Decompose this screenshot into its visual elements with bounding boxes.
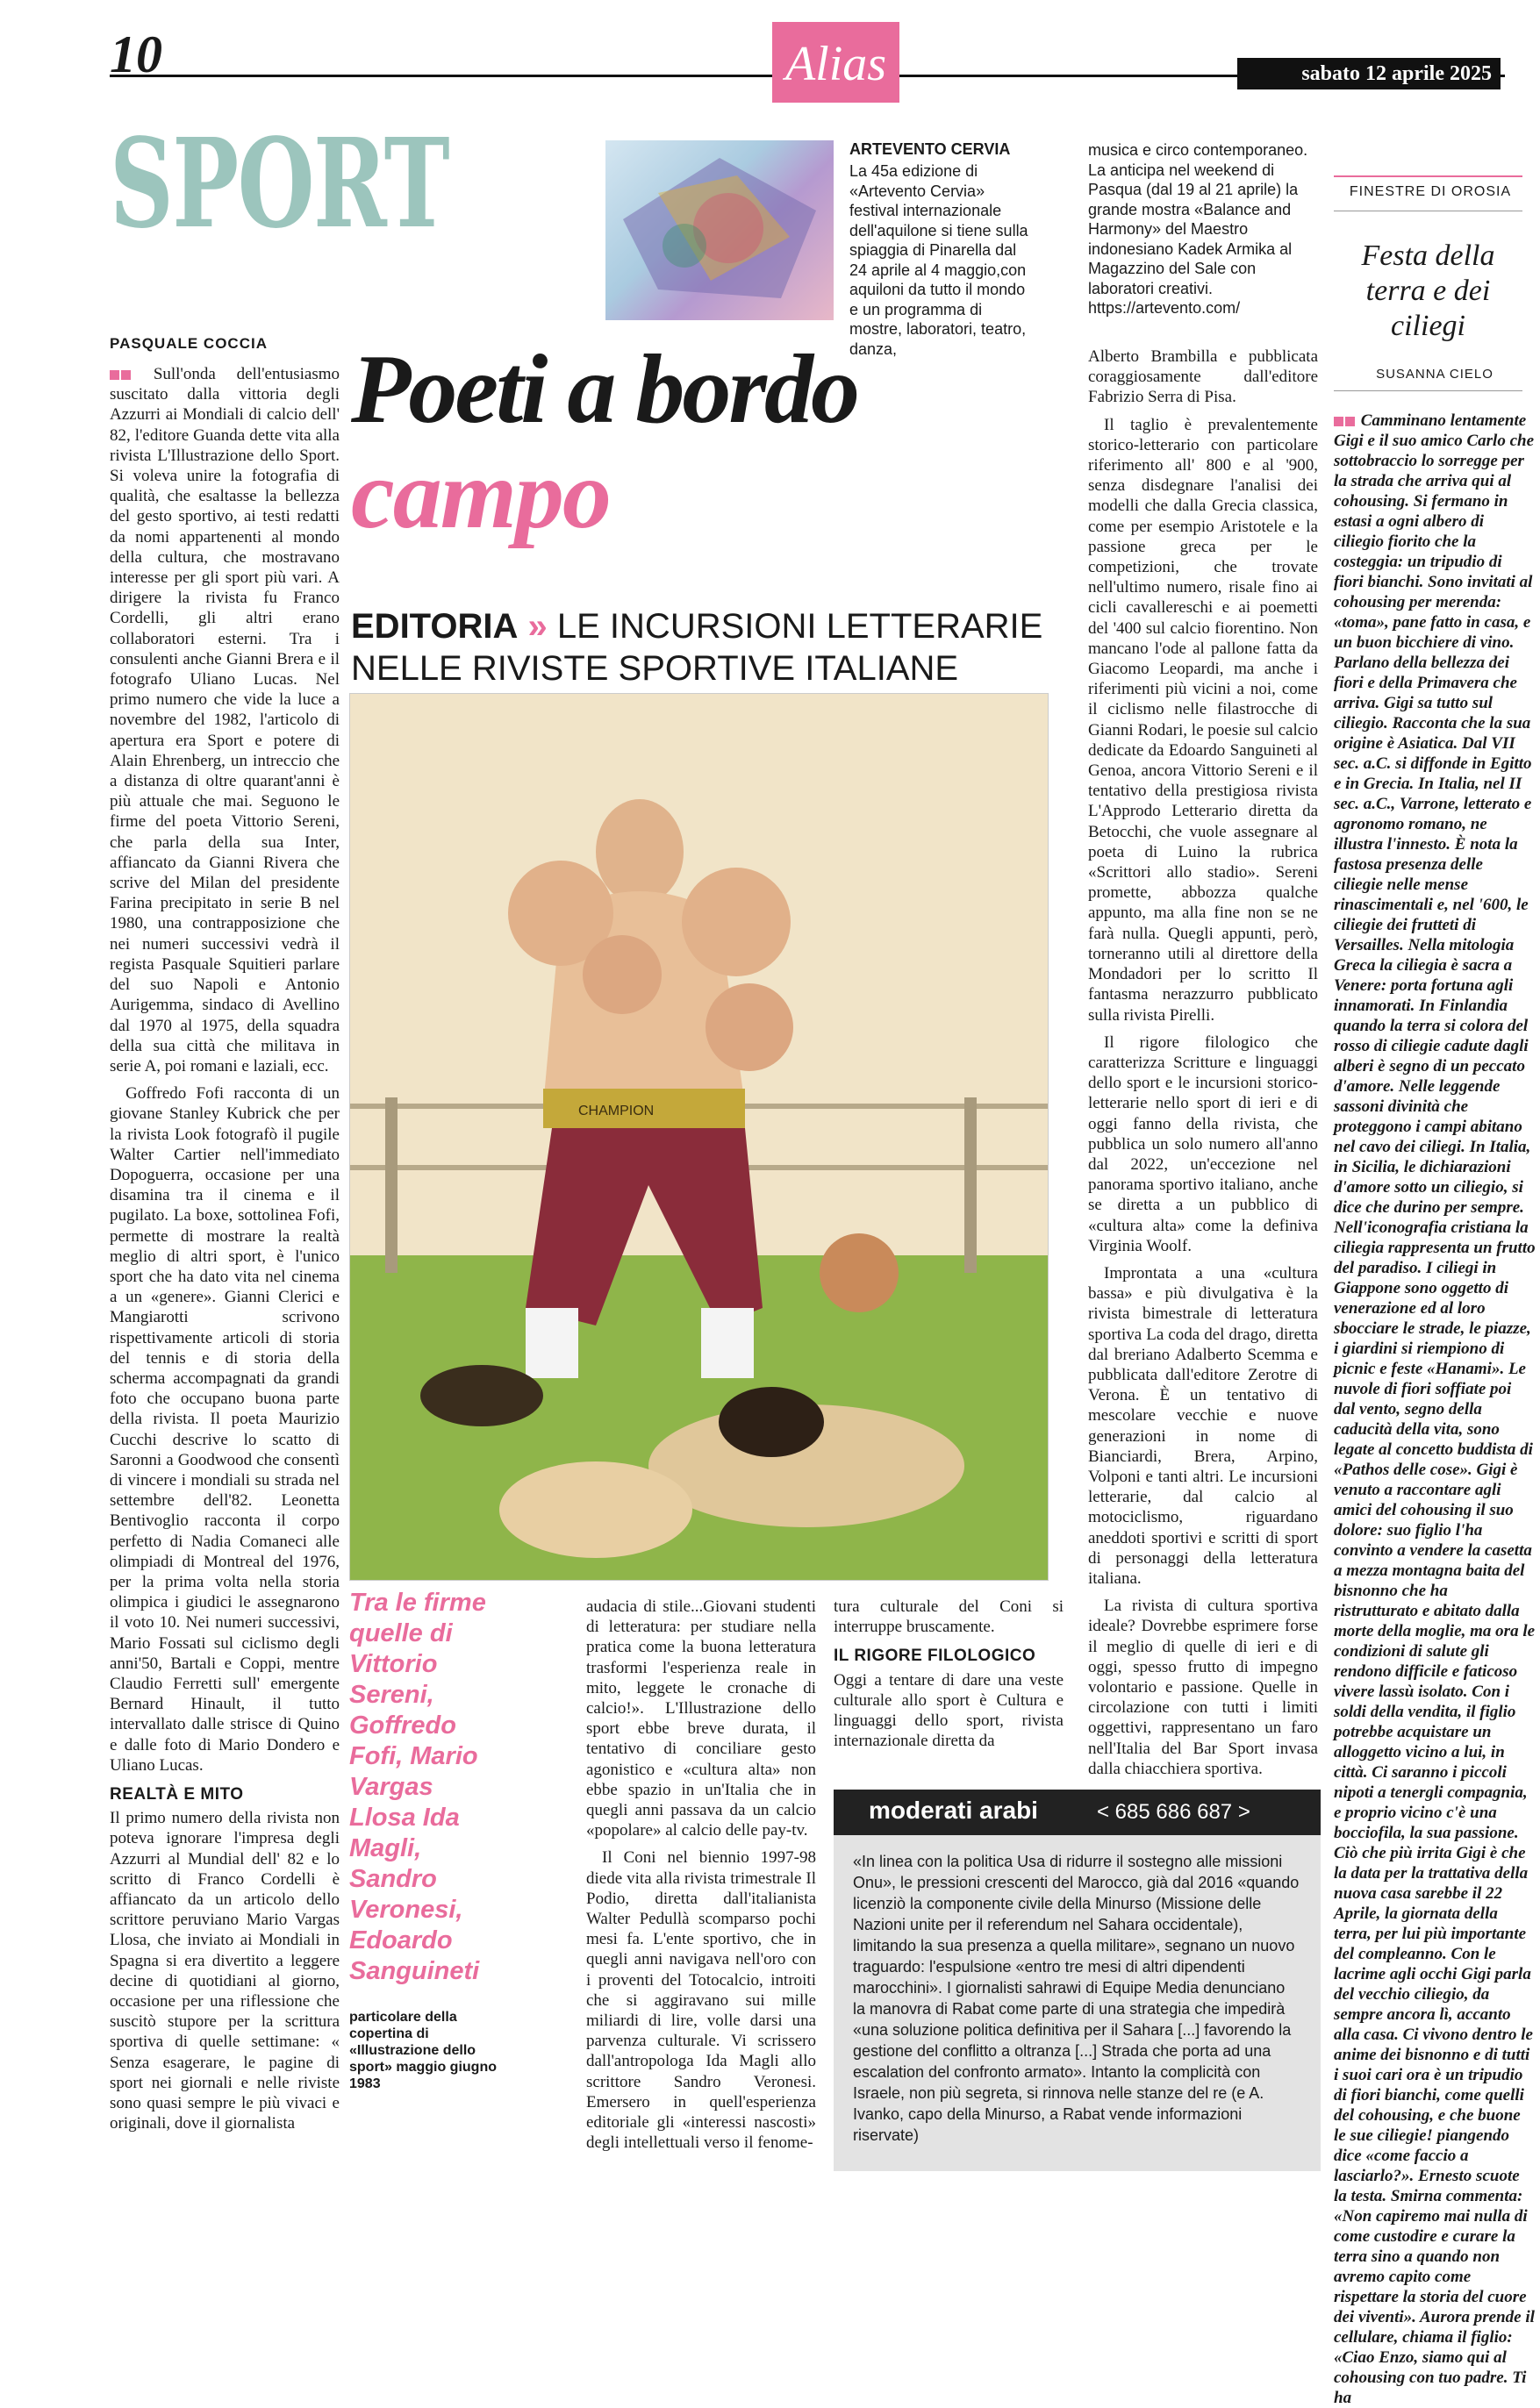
paragraph: La rivista di cultura sportiva ideale? Dovrebbe esprimere forse il meglio di quelle di ieri e di oggi, spesso frutto di impegno volontario e passione. Quelle in circolazione con tutti i limiti oggettivi, rappresentano un faro nell'Italia del Bar Sport invasa dalla chiacchiera sportiva.: [1088, 1597, 1318, 1778]
moderati-header: [834, 1790, 1321, 1835]
paragraph: Goffredo Fofi racconta di un giovane Stanley Kubrick che per la rivista Look fotografò il pugile Walter Cartier nell'immediato Dopoguerra, occasione per una disamina tra il cinema e il pugilato. La boxe, sottolinea Fofi, permette di mostrare la realtà meglio di altri sport, è l'unico sport che ha dato vita nel cinema a un «genere». Gianni Clerici e Mangiarotti scrivono rispettivamente articoli di storia del tennis e di storia della scherma accompagnati da grandi foto che occupano buona parte della rivista. Il poeta Maurizio Cucchi descrive lo scatto di Saronni a Goodwood che consentì di vincere i mondiali su strada nel settembre dell'82. Leonetta Bentivoglio racconta il corpo perfetto di Nadia Comaneci alle olimpiadi di Montreal del 1976, per la prima volta nella storia olimpica i giudici le assegnarono il voto 10. Nei numeri successivi, Mario Fossati sul ciclismo degli anni'50, Bartali e Coppi, mentre Claudio Ferretti sull' emergente Bernard Hinault, il tutto intervallato dalle strisce di Quino e dalle foto di Mario Dondero e Uliano Lucas.: [110, 1084, 340, 1775]
side-column-rule: [1334, 175, 1522, 177]
artevento-text-1: La 45a edizione di «Artevento Cervia» festival internazionale dell'aquilone si tiene sulla spiaggia di Pinarella dal 24 aprile al 4 maggio,con aquiloni da tutto il mondo e un programma di mostre, laboratori, teatro, danza,: [849, 162, 1028, 358]
paragraph: Alberto Brambilla e pubblicata coraggiosamente dall'editore Fabrizio Serra di Pisa.: [1088, 347, 1318, 407]
pull-quote: Tra le firme quelle di Vittorio Sereni, Goffredo Fofi, Mario Vargas Llosa Ida Magli, Sandro Veronesi, Edoardo Sanguineti: [349, 1589, 486, 1985]
paragraph: Il primo numero della rivista non poteva ignorare l'impresa degli Azzurri al Mundial dell' 82 e lo scritto di Franco Cordelli è affiancato da un articolo dello scrittore peruviano Mario Vargas Llosa, che inviato ai Mondiali in Spagna si era divertito a leggere decine di quotidiani al giorno, occasione per una riflessione che suscitò stupore per la scrittura sportiva di quelle settimane: « Senza esagerare, le pagine di sport nei giornali e nelle riviste sono quasi sempre le più vivaci e originali, dove il giornalista: [110, 1809, 340, 2133]
moderati-pages: < 685 686 687 >: [1097, 1800, 1250, 1824]
artevento-title: ARTEVENTO CERVIA: [849, 140, 1011, 158]
alias-logo: Alias: [772, 22, 899, 103]
side-column-body: [1334, 411, 1536, 2408]
byline: PASQUALE COCCIA: [110, 335, 268, 352]
mid-bottom-column-1: [586, 1597, 816, 2160]
lead-marker: [110, 370, 119, 380]
paragraph: tura culturale del Coni si interruppe bruscamente.: [834, 1597, 1064, 1637]
moderati-title: moderati arabi: [869, 1797, 1038, 1824]
side-marker: [1345, 417, 1355, 426]
artevento-text-2: musica e circo contemporaneo. La anticipa nel weekend di Pasqua (dal 19 al 21 aprile) la grande mostra «Balance and Harmony» del Maestro indonesiano Kadek Armika al Magazzino del Sale con laboratori creativi. https://artevento.com/: [1088, 141, 1308, 317]
paragraph: Il rigore filologico che caratterizza Scritture e linguaggi dello sport e le incursioni storico-letterarie nello sport di ieri e di oggi fanno della rivista, che pubblica un solo numero all'anno dal 2022, un'eccezione nel panorama sportivo italiano, anche se diretta a un pubblico di «cultura alta» come la definiva Virginia Woolf.: [1088, 1033, 1318, 1255]
page-number: 10: [110, 25, 162, 83]
headline-line-1: Poeti a bordo: [351, 335, 857, 444]
side-marker: [1334, 417, 1343, 426]
section-title: SPORT: [110, 112, 449, 256]
side-column-author: SUSANNA CIELO: [1376, 367, 1493, 382]
headline-line-2: campo: [351, 440, 610, 549]
image-caption: particolare della copertina di «Illustrazione dello sport» maggio giugno 1983: [349, 2010, 497, 2091]
paragraph: Oggi a tentare di dare una veste culturale allo sport è Cultura e linguaggi dello sport, rivista internazionale diretta da: [834, 1670, 1064, 1751]
lead-paragraph-text: Sull'onda dell'entusiasmo suscitato dalla vittoria degli Azzurri ai Mondiali di calcio dell' 82, l'editore Guanda dette vita alla rivista L'Illustrazione dello Sport. Si voleva unire la fotografia di qualità, che esaltasse la bellezza del gesto sportivo, ai testi redatti da nomi appartenenti al mondo della cultura, che mostravano interesse per gli sport più vari. A dirigere la rivista fu Franco Cordelli, gli altri erano collaboratori esterni. Tra i consulenti anche Gianni Brera e il fotografo Uliano Lucas. Nel primo numero che vide la luce a novembre del 1982, l'articolo di apertura era Sport e potere di Alain Ehrenberg, un intreccio che a distanza di oltre quarant'anni è più attuale che mai. Seguono le firme del poeta Vittorio Sereni, che parla della sua Inter, affiancato da Gianni Rivera che scrive del Milan del presidente Farina precipitato in serie B nel 1980, una contrapposizione che nei numeri successivi vedrà il regista Pasquale Squitieri parlare del suo Napoli e Antonio Aurigemma, sindaco di Avellino dal 1970 al 1975, della squadra della sua città che militava in serie A, poi romani e laziali, ecc.: [110, 365, 340, 1075]
lead-marker: [121, 370, 131, 380]
moderati-body: «In linea con la politica Usa di ridurre il sostegno alle missioni Onu», le pressioni crescenti del Marocco, già dal 2016 «quando licenziò la componente civile della Minurso (Missione delle Nazioni unite per il referendum nel Sahara occidentale), limitando la sua presenza a quella militare», segnano un nuovo traguardo: l'espulsione «entro tre mesi di altri dipendenti marocchini». I giornalisti sahrawi di Equipe Media denunciano la manovra di Rabat come parte di una strategia che impedirà «una soluzione politica definitiva per il Sahara [...] favorendo la gestione del conflitto a oltranza [...] Strada che porta ad una escalation del confronto armato». Intanto la complicità con Israele, non più segreta, si rinnova nelle stanze del re (e A. Ivanko, capo della Minurso, a Rabat vende informazioni riservate): [834, 1835, 1321, 2171]
side-column-rule-3: [1334, 390, 1522, 391]
kicker-label: EDITORIA: [351, 607, 519, 646]
kicker: [351, 605, 1044, 690]
boxer-illustration: [349, 693, 1049, 1581]
left-column: [110, 364, 340, 2140]
paragraph: Il taglio è prevalentemente storico-letterario con particolare riferimento all' 800 e al '900, senza disdegnare l'analisi dei modelli che dalla Grecia classica, come per esempio Aristotele e la passione greca per le competizioni, che trovate nell'ultimo numero, risale fino ai cicli cavallereschi e ai poemetti del '400 sul calcio fiorentino. Non mancano l'ode al pallone fatta da Giacomo Leopardi, ma anche i riferimenti più vicini a noi, come il ciclismo nelle filastrocche di Gianni Rodari, le poesie sul calcio dedicate da Edoardo Sanguineti al Genoa, ancora Vittorio Sereni e il tentativo della prestigiosa rivista L'Approdo Letterario diretta da Betocchi, che vuole assegnare al poeta di Luino la rubrica «Scrittori allo stadio». Sereni promette, abbozza qualche appunto, ma alla fine non se ne farà nulla. Quegli appunti, però, torneranno utili al direttore della Mondadori per lo scritto Il fantasma nerazzurro pubblicato sulla rivista Pirelli.: [1088, 415, 1318, 1025]
subhead-realta: REALTÀ E MITO: [110, 1785, 244, 1804]
kite-photo: [605, 140, 834, 320]
lead-paragraph: [110, 364, 340, 1076]
paragraph: audacia di stile...Giovani studenti di letteratura: per studiare nella pratica come la buona letteratura trasformi l'esperienza reale in mito, leggete le cronache di calcio!». L'Illustrazione dello sport ebbe breve durata, il tentativo di conciliare gesto agonistico e «cultura alta» non ebbe spazio in un'Italia che in quegli anni passava da un calcio «popolare» al calcio delle pay-tv.: [586, 1597, 816, 1840]
side-column-header: FINESTRE DI OROSIA: [1349, 184, 1512, 199]
side-column-text: Camminano lentamente Gigi e il suo amico Carlo che sottobraccio lo sorregge per la strada che arriva qui al cohousing. Si fermano in estasi a ogni albero di ciliegio fiorito che la costeggia: un tripudio di fiori bianchi. Sono invitati al cohousing per merenda: «toma», pane fatto in casa, e un buon bicchiere di vino. Parlano della bellezza dei fiori e della Primavera che arriva. Gigi sa tutto sul ciliegio. Racconta che la sua origine è Asiatica. Dal VII sec. a.C. si diffonde in Egitto e in Grecia. In Italia, nel II sec. a.C., Varrone, letterato e agronomo romano, ne illustra l'innesto. È nota la fastosa presenza delle ciliegie nelle mense rinascimentali e, nel '600, le ciliegie dei frutteti di Versailles. Nella mitologia Greca la ciliegia è sacra a Venere: porta fortuna agli innamorati. In Finlandia quando la terra si colora del rosso di ciliegie cadute dagli alberi è segno di un peccato d'amore. Nelle leggende sassoni divinità che proteggono i campi abitano nel cavo dei ciliegi. In Italia, in Sicilia, le dichiarazioni d'amore sotto un ciliegio, si dice che durino per sempre. Nell'iconografia cristiana la ciliegia rappresenta un frutto del paradiso. I ciliegi in Giappone sono oggetto di venerazione ed al loro sbocciare le strade, le piazze, i giardini si riempiono di picnic e feste «Hanami». Le nuvole di fiori soffiate poi dal vento, segno della caducità della vita, sono legate al concetto buddista di «Pathos delle cose». Gigi è venuto a raccontare agli amici del cohousing il suo dolore: suo figlio l'ha convinto a vendere la casetta a mezza montagna baita del bisnonno che ha ristrutturato e abitato dalla morte della moglie, ma ora le condizioni di salute gli rendono difficile e faticoso vivere lassù isolato. Con i soldi della vendita, il figlio potrebbe acquistare un alloggetto vicino a lui, in città. Ci saranno i piccoli nipoti a tenergli compagnia, e proprio vicino c'è una bocciofila, la sua passione. Ciò che più irrita Gigi è che la data per la trattativa della nuova casa sarebbe il 22 Aprile, la giornata della terra, per lui più importante del compleanno. Con le lacrime agli occhi Gigi parla del vecchio ciliegio, da sempre ancora lì, accanto alla casa. Ci vivono dentro le anime dei bisnonno e di tutti i suoi cari ora è un tripudio di fiori bianchi, come quelli del cohousing, e che buone le sue ciliegie! piangendo dice «come faccio a lasciarlo?». Ernesto scuote la testa. Smirna commenta: «Non capiremo mai nulla di come custodire e curare la terra sino a quando non avremo capito come rispettare la storia del cuore dei viventi». Aurora prende il cellulare, chiama il figlio: «Ciao Enzo, siamo qui al cohousing con tuo padre. Ti ha: [1334, 411, 1536, 2407]
mid-bottom-column-2: [834, 1597, 1064, 1758]
paragraph: Il Coni nel biennio 1997-98 diede vita alla rivista trimestrale Il Podio, diretta dall'italianista Walter Pedullà scomparso pochi mesi fa. L'ente sportivo, che in quegli anni navigava nell'oro con i proventi del Totocalcio, introiti che si aggiravano sui mille miliardi di lire, volle darsi una parvenza culturale. Vi scrissero dall'antropologa Ida Magli allo scrittore Sandro Veronesi. Emersero in quell'esperienza editoriale gli «interessi nascosti» degli intellettuali verso il fenome-: [586, 1848, 816, 2153]
paragraph: Improntata a una «cultura bassa» e più divulgativa è la rivista bimestrale di letteratura sportiva La coda del drago, diretta dal breriano Adalberto Scemma e pubblicata dall'editore Zerotre di Verona. È un tentativo di mescolare vecchie e nuove generazioni in nome di Bianciardi, Brera, Arpino, Volponi e tanti altri. Le incursioni letterarie, dal calcio al motociclismo, riguardano aneddoti sportivi e scritti di sport di personaggi della letteratura italiana.: [1088, 1263, 1318, 1588]
side-column-title: Festa della terra e dei ciliegi: [1361, 239, 1495, 342]
kicker-text: LE INCURSIONI LETTERARIE NELLE RIVISTE SPORTIVE ITALIANE: [351, 607, 1043, 688]
date-bar: sabato 12 aprile 2025: [1237, 58, 1501, 89]
kicker-separator: »: [527, 607, 548, 646]
subhead-rigore: IL RIGORE FILOLOGICO: [834, 1647, 1036, 1666]
right-article-column: [1088, 347, 1318, 1786]
belt-text: CHAMPION: [578, 1104, 655, 1118]
